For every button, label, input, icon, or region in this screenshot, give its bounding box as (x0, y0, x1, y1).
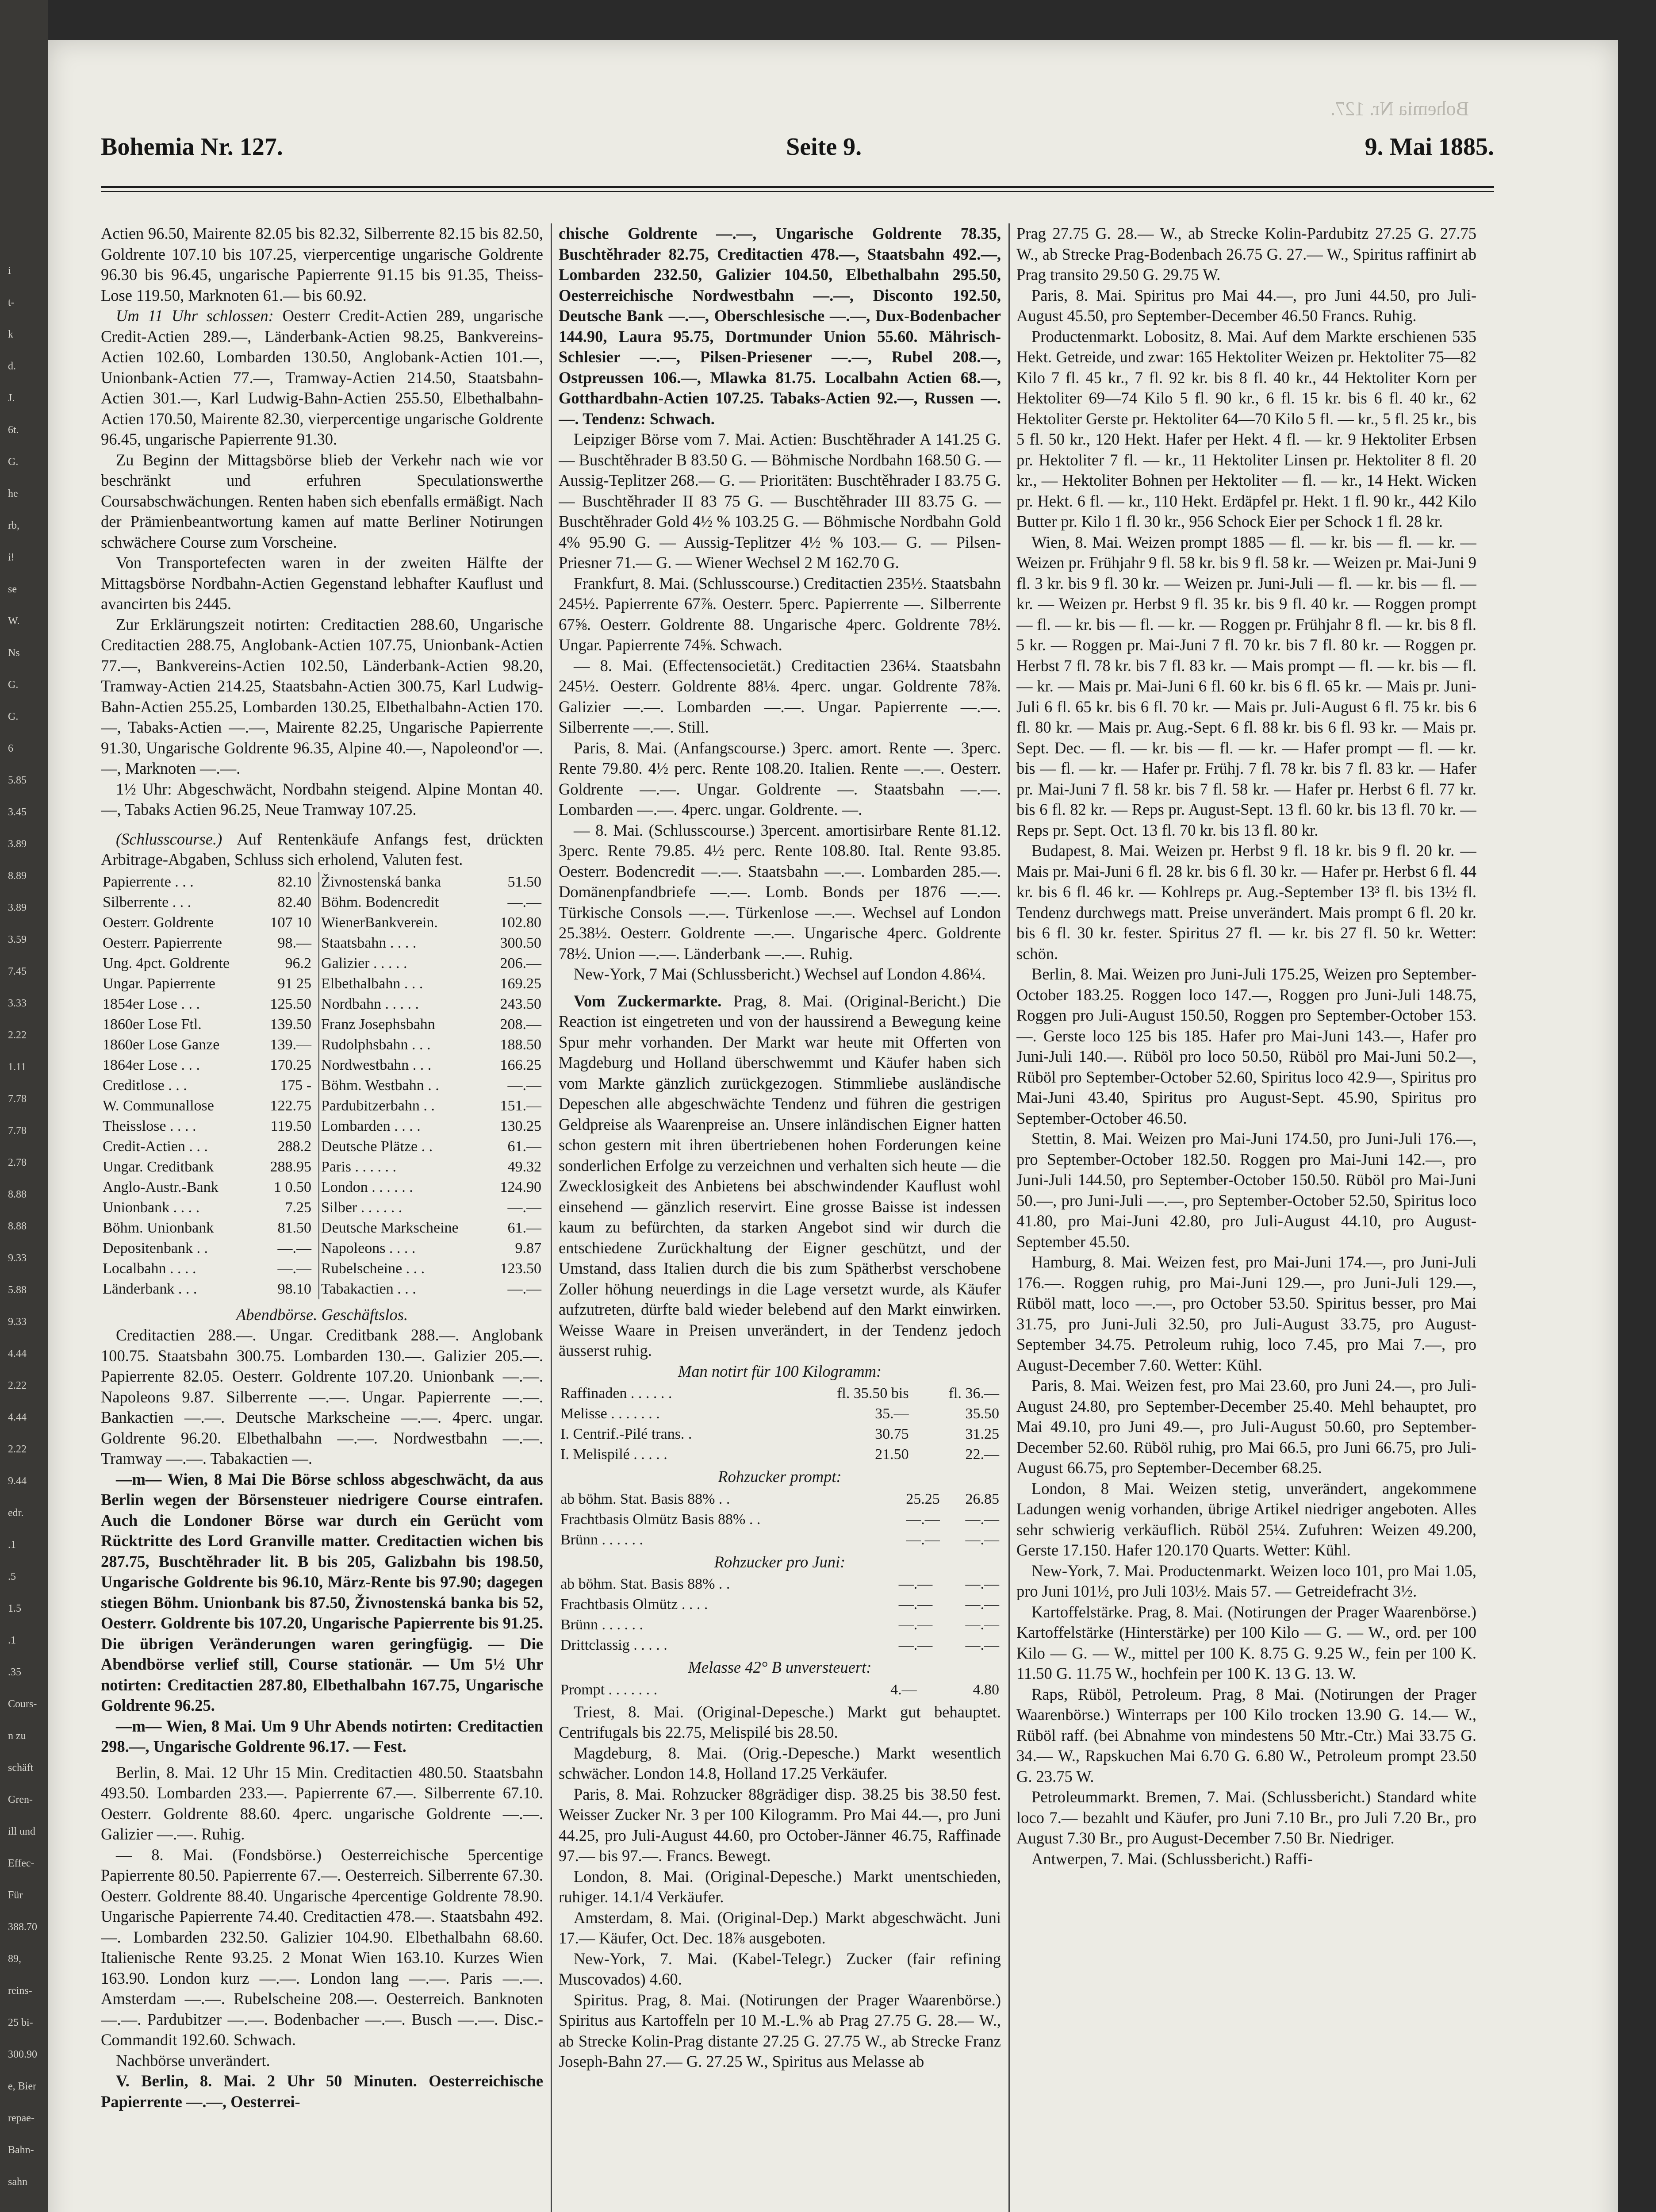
table-cell: 49.32 (507, 1158, 541, 1175)
scan-edge-fragment: k (8, 329, 13, 340)
article-paragraph: London, 8 Mai. Weizen stetig, unverändert, angekommene Ladungen wenig vorhanden, übrige Artikel niedriger angeboten. Alles sehr schwierig verkäuflich. Rüböl 25¼. Zufuhren: Weizen 49.200, Gerste 17.150. Hafer 120.170 Quarts. Wetter: Kühl. (1016, 1479, 1476, 1559)
table-cell: Galizier . . . . . (321, 955, 407, 972)
article-paragraph: Um 11 Uhr schlossen: Oesterr Credit-Actien 289, ungarische Credit-Actien 289.—, Länderbank-Actien 98.25, Bankvereins-Actien 102.60, Lombarden 130.50, Anglobank-Actien 101.—, Unionbank-Actien 77.—, Tramway-Actien 214.50, Staatsbahn-Actien 301.—, Karl Ludwig-Bahn-Actien 255.50, Elbethalbahn-Actien 170.50, Mairente 82.30, vierpercentige ungarische Goldrente 96.45, ungarische Papierrente 91.30. (101, 307, 543, 448)
table-cell: 4.80 (973, 1681, 999, 1698)
scan-edge-fragment: edr. (8, 1507, 24, 1519)
table-row (559, 1509, 1001, 1530)
article-paragraph: 1½ Uhr: Abgeschwächt, Nordbahn steigend. Alpine Montan 40.—, Tabaks Actien 96.25, Neue Tramway 107.25. (101, 780, 543, 818)
article-paragraph: Von Transportefecten waren in der zweiten Hälfte der Mittagsbörse Nordbahn-Actien Gegenstand lebhafter Kauflust und avancirten bis 2445. (101, 553, 543, 613)
table-cell: —.— (258, 1238, 319, 1259)
table-cell: 1860er Lose Ganze (103, 1036, 220, 1053)
table-cell: 151.— (500, 1097, 541, 1114)
scan-edge-fragment: d. (8, 361, 16, 372)
table-cell: 35.50 (965, 1406, 999, 1422)
column-divider (551, 223, 552, 2212)
scan-edge-fragment: .5 (8, 1571, 16, 1582)
table-cell: 102.80 (500, 914, 541, 931)
article-paragraph: Petroleummarkt. Bremen, 7. Mai. (Schlussbericht.) Standard white loco 7.— bezahlt und Käufer, pro Juni 7.10 Br., pro Juli 7.20 Br., pro August 7.30 Br., pro August-December 7.50 Br. Niedriger. (1016, 1788, 1476, 1847)
scan-edge-fragment: 9.33 (8, 1316, 27, 1328)
table-row (101, 892, 543, 913)
scan-edge-fragment: 1.5 (8, 1603, 21, 1614)
table-cell: Brünn . . . . . . (560, 1617, 643, 1633)
table-cell: Nordbahn . . . . . (321, 995, 419, 1012)
table-cell: 206.— (500, 955, 541, 972)
scan-edge-fragment: e, Bier (8, 2081, 36, 2092)
scan-edge-fragment: 9.33 (8, 1252, 27, 1264)
header-rule (101, 186, 1494, 188)
scan-edge-fragment: 388.70 (8, 1921, 37, 1933)
scan-edge-fragment: G. (8, 711, 19, 722)
lead-in: (Schlusscourse.) (116, 830, 222, 848)
scan-edge-fragment: G. (8, 679, 19, 691)
scan-edge-fragment: 8.89 (8, 870, 27, 882)
scan-edge-fragment: 5.88 (8, 1284, 27, 1296)
table-cell: 208.— (500, 1016, 541, 1033)
table-row (559, 1404, 1001, 1424)
table-cell: Localbahn . . . . (103, 1260, 196, 1277)
table-cell: —.— (898, 1576, 933, 1592)
scan-edge-fragment: 7.78 (8, 1125, 27, 1137)
table-cell: W. Communallose (103, 1097, 214, 1114)
table-heading: Melasse 42° B unversteuert: (688, 1658, 872, 1676)
scan-edge-fragment: Gren- (8, 1794, 33, 1805)
table-row (101, 953, 543, 974)
table-heading: Rohzucker pro Juni: (714, 1552, 846, 1571)
sugar-price-table (559, 1383, 1001, 1465)
table-row (101, 1238, 543, 1259)
table-row (101, 872, 543, 892)
table-cell: Rudolphsbahn . . . (321, 1036, 431, 1053)
article-paragraph: V. Berlin, 8. Mai. 2 Uhr 50 Minuten. Oesterreichische Papierrente —.—, Oesterrei- (101, 2072, 543, 2111)
column-divider (1008, 223, 1010, 2212)
scan-edge-fragment: schäft (8, 1762, 34, 1774)
table-cell: 21.50 (875, 1446, 909, 1463)
table-cell: —.— (965, 1617, 999, 1633)
table-cell: 170.25 (258, 1055, 319, 1075)
table-cell: Deutsche Markscheine (321, 1219, 459, 1236)
table-cell: Deutsche Plätze . . (321, 1138, 433, 1155)
scan-edge-fragment: 6 (8, 743, 13, 754)
table-cell: 98.— (258, 933, 319, 953)
table-cell: —.— (507, 894, 541, 910)
page-date: 9. Mai 1885. (1365, 133, 1494, 161)
table-cell: 288.95 (258, 1157, 319, 1177)
table-cell: 96.2 (258, 953, 319, 974)
article-paragraph: Creditactien 288.—. Ungar. Creditbank 288.—. Anglobank 100.75. Staatsbahn 300.75. Lombarden 130.—. Galizier 205.—. Papierrente 82.05. Oesterr. Goldrente 107.20. Unionbank —.—. Napoleons 9.87. Silberrente —.—. Ungar. Papierrente —.—. Bankactien —.—. Deutsche Markscheine —.—. 4perc. ungar. Goldrente 96.20. Elbethalbahn —.—. Nordwestbahn —.—. Tramway —.—. Tabakactien —. (101, 1326, 543, 1467)
scan-edge-fragment: 2.22 (8, 1444, 27, 1455)
table-cell: —.— (507, 1077, 541, 1094)
page-number: Seite 9. (786, 133, 862, 161)
table-cell: ab böhm. Stat. Basis 88% . . (560, 1576, 730, 1592)
table-cell: Silber . . . . . . (321, 1199, 402, 1216)
table-cell: I. Melispilé . . . . . (560, 1446, 667, 1463)
article-paragraph: — 8. Mai. (Effectensocietät.) Creditactien 236¼. Staatsbahn 245½. Oesterr. Goldrente 88⅛. 4perc. ungar. Goldrente 78⅞. Galizier —.—. Lombarden —.—. Ungar. Papierrente —.—. Silberrente —.—. Still. (559, 656, 1001, 736)
scan-edge-fragment: t- (8, 297, 15, 308)
table-cell: Elbethalbahn . . . (321, 975, 423, 992)
table-cell: Raffinaden . . . . . . (560, 1385, 672, 1402)
table-cell: Ung. 4pct. Goldrente (103, 955, 230, 972)
table-cell: I. Centrif.-Pilé trans. . (560, 1426, 692, 1442)
table-cell: Nordwestbahn . . . (321, 1056, 432, 1073)
article-paragraph: Productenmarkt. Lobositz, 8. Mai. Auf dem Markte erschienen 535 Hekt. Getreide, und zwar: 165 Hektoliter Weizen pr. Hektoliter 75—82 Kilo 7 fl. 45 kr., 7 fl. 92 kr. bis 8 fl. 40 kr., 44 Hektoliter Korn per Hektoliter 69—74 Kilo 5 fl. 90 kr., 6 fl. 15 kr. bis 6 fl. 40 kr., 62 Hektoliter Gerste pr. Hektoliter 64—70 Kilo 5 fl. — kr., 5 fl. 25 kr., bis 5 fl. 50 kr., 120 Hekt. Hafer per Hekt. 4 fl. — kr. 9 Hektoliter Erbsen pr. Hektoliter 7 fl. — kr., 11 Hektoliter Linsen pr. Hektoliter 8 fl. 20 kr., — Hektoliter Bohnen per Hektoliter — fl. — kr., 14 Hekt. Wicken pr. Hekt. 6 fl. — kr., 110 Hekt. Erdäpfel pr. Hekt. 1 fl. 90 kr., 442 Kilo Butter pr. Kilo 1 fl. 30 kr., 956 Schock Eier per Schock 1 fl. 28 kr. (1016, 327, 1476, 530)
scan-edge-fragment: n zu (8, 1730, 26, 1742)
scan-edge-fragment: 2.22 (8, 1029, 27, 1041)
closing-price-table (101, 872, 543, 1299)
scan-edge-fragment: he (8, 488, 18, 499)
table-cell: 1854er Lose . . . (103, 995, 200, 1012)
scan-edge-fragment: Ns (8, 647, 20, 659)
table-row (101, 1218, 543, 1238)
table-row (559, 1424, 1001, 1444)
table-cell: 81.50 (258, 1218, 319, 1238)
table-cell: Ungar. Papierrente (103, 975, 215, 992)
table-row (559, 1383, 1001, 1404)
scan-edge-fragment: 3.45 (8, 806, 27, 818)
table-cell: Credit-Actien . . . (103, 1138, 208, 1155)
scan-edge-fragment: 4.44 (8, 1348, 27, 1359)
table-cell: Anglo-Austr.-Bank (103, 1179, 218, 1195)
header-rule-thin (101, 191, 1494, 192)
table-cell: 169.25 (500, 975, 541, 992)
table-cell: Napoleons . . . . (321, 1240, 416, 1256)
table-cell: Paris . . . . . . (321, 1158, 397, 1175)
scan-edge-fragment: 300.90 (8, 2049, 37, 2060)
scan-edge-fragment: rb, (8, 520, 19, 531)
scan-edge-fragment: 2.78 (8, 1157, 27, 1168)
column-1 (101, 223, 543, 2212)
article-paragraph: New-York, 7. Mai. Productenmarkt. Weizen loco 101, pro Mai 1.05, pro Juni 101½, pro Juli 103½. Mais 57. — Getreidefracht 3½. (1016, 1561, 1476, 1600)
scan-edge-fragment: 8.88 (8, 1221, 27, 1232)
table-cell: Papierrente . . . (103, 873, 194, 890)
table-cell: Theisslose . . . . (103, 1118, 196, 1134)
table-cell: Tabakactien . . . (321, 1280, 416, 1297)
scan-edge-fragment: Bahn- (8, 2144, 34, 2156)
table-cell: 22.— (965, 1446, 999, 1463)
table-row (559, 1680, 1001, 1700)
article-paragraph: Paris, 8. Mai. Spiritus pro Mai 44.—, pro Juni 44.50, pro Juli-August 45.50, pro September-December 46.50 Francs. Ruhig. (1016, 286, 1476, 325)
scan-edge-fragment: Cours- (8, 1698, 37, 1710)
table-row (101, 1198, 543, 1218)
scan-edge-fragment: ill und (8, 1826, 36, 1837)
table-cell: 1 0.50 (258, 1177, 319, 1198)
scan-edge-fragment: .1 (8, 1635, 16, 1646)
article-paragraph: Magdeburg, 8. Mai. (Orig.-Depesche.) Markt wesentlich schwächer. London 14.8, Holland 17.25 Verkäufer. (559, 1743, 1001, 1782)
table-cell: 1864er Lose . . . (103, 1056, 200, 1073)
table-row (559, 1444, 1001, 1465)
table-cell: —.— (898, 1617, 933, 1633)
article-paragraph: Leipziger Börse vom 7. Mai. Actien: Buschtěhrader A 141.25 G. — Buschtěhrader B 83.50 G. — Böhmische Nordbahn 168.50 G. — Aussig-Teplitzer 268.— G. — Prioritäten: Buschtěhrader I 83.75 G. — Buschtěhrader II 83 75 G. — Buschtěhrader III 83.75 G. — Buschtěhrader Gold 4½ % 103.25 G. — Böhmische Nordbahn Gold 4% 95.90 G. — Aussig-Teplitzer 4½ % 103.— G. — Pilsen-Priesner 71.— G. — Wiener Wechsel 2 M 162.70 G. (559, 430, 1001, 572)
table-row (101, 1096, 543, 1116)
table-cell: —.— (965, 1596, 999, 1613)
table-cell: 61.— (507, 1138, 541, 1155)
scan-edge-fragment: 6t. (8, 424, 19, 436)
article-paragraph: Berlin, 8. Mai. 12 Uhr 15 Min. Creditactien 480.50. Staatsbahn 493.50. Lombarden 233.—. Papierrente 67.—. Silberrente 67.10. Oesterr. Goldrente 88.60. 4perc. ungarische Goldrente —.—. Galizier —.—. Ruhig. (101, 1763, 543, 1843)
table-cell: 188.50 (500, 1036, 541, 1053)
table-cell: 51.50 (507, 873, 541, 890)
article-paragraph: Stettin, 8. Mai. Weizen pro Mai-Juni 174.50, pro Juni-Juli 176.—, pro September-October 182.50. Roggen pro Mai-Juni 142.—, pro Juni-Juli 144.50, pro September-October 150.50. Rüböl pro Mai-Juni 50.—, pro Juni-Juli —.—, pro September-October 52.50, Spiritus loco 41.80, pro Mai-Juni 42.80, pro Juli-August 44.10, pro August-September 45.50. (1016, 1129, 1476, 1251)
scan-edge-fragment: 25 bi- (8, 2017, 33, 2028)
scan-edge-fragment: 7.78 (8, 1093, 27, 1105)
article-paragraph: Paris, 8. Mai. (Anfangscourse.) 3perc. amort. Rente —. 3perc. Rente 79.80. 4½ perc. Rente 108.20. Italien. Rente —.—. Oesterr. Goldrente —.—. Ungar. Goldrente —. Staatsbahn —.—. Lombarden —.—. 4perc. ungar. Goldrente. —. (559, 738, 1001, 818)
table-heading: Man notirt für 100 Kilogramm: (678, 1362, 882, 1380)
table-cell: 7.25 (258, 1198, 319, 1218)
article-paragraph: Kartoffelstärke. Prag, 8. Mai. (Notirungen der Prager Waarenbörse.) Kartoffelstärke (Hinterstärke) per 100 Kilo — G. — W., ord. per 100 Kilo — G. — W., mittel per 100 K. 8.75 G. 9.25 W., fein per 100 K. 11.50 G. 11.75 W., hochfein per 100 K. 13 G. 13. W. (1016, 1602, 1476, 1682)
table-cell: Böhm. Unionbank (103, 1219, 214, 1236)
table-row (559, 1594, 1001, 1615)
article-paragraph: Triest, 8. Mai. (Original-Depesche.) Markt gut behauptet. Centrifugals bis 22.75, Melispilé bis 28.50. (559, 1702, 1001, 1741)
table-cell: —.— (906, 1531, 940, 1548)
table-cell: —.— (258, 1259, 319, 1279)
table-cell: Živnostenská banka (321, 873, 441, 890)
scan-edge-fragment: Effec- (8, 1858, 34, 1869)
table-cell: 175 - (258, 1075, 319, 1096)
table-row (559, 1635, 1001, 1655)
table-cell: —.— (965, 1531, 999, 1548)
table-cell: 288.2 (258, 1137, 319, 1157)
table-cell: Oesterr. Goldrente (103, 914, 214, 931)
table-cell: 123.50 (500, 1260, 541, 1277)
article-paragraph: Raps, Rüböl, Petroleum. Prag, 8 Mai. (Notirungen der Prager Waarenbörse.) Winterraps per 100 Kilo trocken 13.90 G. 14.— W., Rüböl raff. (bei Abnahme von mindestens 50 Mtr.-Ctr.) Mai 33.75 G. 34.— W., Rapskuchen Mai 6.70 G. 6.80 W., Petroleum prompt 23.50 G. 23.75 W. (1016, 1685, 1476, 1786)
table-cell: 26.85 (965, 1490, 999, 1507)
scan-edge-fragment: i (8, 265, 11, 276)
table-cell: —.— (965, 1637, 999, 1653)
article-paragraph: New-York, 7. Mai. (Kabel-Telegr.) Zucker (fair refining Muscovados) 4.60. (559, 1949, 1001, 1988)
article-paragraph: — 8. Mai. (Schlusscourse.) 3percent. amortisirbare Rente 81.12. 3perc. Rente 79.85. 4½ perc. Rente 108.80. Ital. Rente 93.85. Oesterr. Bodencredit —.—. Staatsbahn —.—. Lombarden 285.—. Domänenpfandbriefe —.—. Lomb. Bonds per 1876 —.—. Türkische Consols —.—. Türkenlose —.—. Wechsel auf London 25.38½. Oesterr. Goldrente —.—. Ungarische 4perc. Goldrente 78½. Union —.—. Länderbank —.—. Ruhig. (559, 821, 1001, 963)
section-heading: Abendbörse. Geschäftslos. (236, 1305, 408, 1324)
table-cell: 30.75 (875, 1426, 909, 1442)
article-paragraph: Hamburg, 8. Mai. Weizen fest, pro Mai-Juni 174.—, pro Juni-Juli 176.—. Roggen ruhig, pro Mai-Juni 129.—, pro Juni-Juli 129.—, Rüböl matt, loco —.—, pro October 53.50. Spiritus besser, pro Mai 31.75, pro Juni-Juli 32.50, pro Juli-August 33.75, pro August-September 34.75. Petroleum ruhig, loco 7.45, pro Mai 7.—, pro August-December 7.60. Wetter: Kühl. (1016, 1253, 1476, 1374)
table-cell: —.— (965, 1511, 999, 1528)
table-cell: fl. 35.50 bis (837, 1385, 909, 1402)
table-heading: Rohzucker prompt: (718, 1467, 842, 1486)
table-row (559, 1615, 1001, 1635)
table-cell: WienerBankverein. (321, 914, 438, 931)
scan-edge-fragment: 4.44 (8, 1412, 27, 1423)
scan-edge-fragment: 2.22 (8, 1380, 27, 1391)
article-paragraph: (Schlusscourse.) Auf Rentenkäufe Anfangs fest, drückten Arbitrage-Abgaben, Schluss sich erholend, Valuten fest. (101, 830, 543, 868)
scan-edge-fragment: reins- (8, 1985, 32, 1997)
table-cell: 139.50 (258, 1014, 319, 1035)
table-cell: Franz Josephsbahn (321, 1016, 435, 1033)
table-cell: Lombarden . . . . (321, 1118, 421, 1134)
table-row (101, 913, 543, 933)
table-cell: 98.10 (258, 1279, 319, 1299)
article-paragraph: Budapest, 8. Mai. Weizen pr. Herbst 9 fl. 18 kr. bis 9 fl. 20 kr. — Mais pr. Mai-Juni 6 fl. 28 kr. bis 6 fl. 30 kr. — Hafer pr. Herbst 6 fl. 44 kr. bis 6 fl. 46 kr. — Kohlreps pr. Aug.-September 13³ fl. bis 13½ fl. Tendenz durchwegs matt. Preise unverändert. Mais prompt 6 fl. 20 kr. bis 6 fl. 30 kr. fester. Spiritus 27 fl. — kr. bis 27 fl. 50 kr. Wetter: schön. (1016, 841, 1476, 963)
table-row (101, 994, 543, 1014)
scan-edge-fragment: sahn (8, 2176, 27, 2188)
article-paragraph: Spiritus. Prag, 8. Mai. (Notirungen der Prager Waarenbörse.) Spiritus aus Kartoffeln per 10 M.-L.% ab Prag 27.75 G. 28.— W., ab Strecke Kolin-Prag distante 27.25 G. 27.75 W., ab Strecke Franz Joseph-Bahn 27.— G. 27.25 W., Spiritus aus Melasse ab (559, 1990, 1001, 2070)
scan-edge-fragment: 9.44 (8, 1475, 27, 1487)
scan-edge-fragment: J. (8, 392, 15, 404)
scan-edge-fragment: 3.89 (8, 838, 27, 850)
lead-in: Um 11 Uhr schlossen: (116, 307, 274, 325)
table-cell: 122.75 (258, 1096, 319, 1116)
table-cell: 31.25 (965, 1426, 999, 1442)
table-cell: London . . . . . . (321, 1179, 413, 1195)
table-cell: Frachtbasis Olmütz Basis 88% . . (560, 1511, 761, 1528)
table-cell: Böhm. Westbahn . . (321, 1077, 439, 1094)
scan-edge-fragment: 3.89 (8, 902, 27, 914)
table-cell: Böhm. Bodencredit (321, 894, 439, 910)
scan-edge-fragment: .35 (8, 1667, 21, 1678)
table-cell: Unionbank . . . . (103, 1199, 200, 1216)
article-paragraph: Prag 27.75 G. 28.— W., ab Strecke Kolin-Pardubitz 27.25 G. 27.75 W., ab Strecke Prag-Bodenbach 26.75 G. 27.— W., Spiritus raffinirt ab Prag transito 29.50 G. 29.75 W. (1016, 224, 1476, 284)
table-cell: —.— (965, 1576, 999, 1592)
table-cell: Brünn . . . . . . (560, 1531, 643, 1548)
page-publication: Bohemia Nr. 127. (101, 133, 283, 161)
article-paragraph: Wien, 8. Mai. Weizen prompt 1885 — fl. — kr. bis — fl. — kr. — Weizen pr. Frühjahr 9 fl. 58 kr. bis 9 fl. 58 kr. — Weizen pr. Mai-Juni 9 fl. 3 kr. bis 9 fl. 30 kr. — Weizen pr. Juni-Juli — fl. — kr. bis — fl. — kr. — Weizen pr. Herbst 9 fl. 35 kr. bis 9 fl. 40 kr. — Roggen prompt — fl. — kr. bis — fl. — kr. — Roggen pr. Frühjahr 8 fl. — kr. bis 8 fl. 5 kr. — Roggen pr. Mai-Juni 7 fl. 70 kr. bis 7 fl. 80 kr. — Roggen pr. Herbst 7 fl. 78 kr. bis 7 fl. 83 kr. — Mais prompt — fl. — kr. bis — fl. — kr. — Mais pr. Mai-Juni 6 fl. 60 kr. bis 6 fl. 65 kr. — Mais pr. Juni-Juli 6 fl. 65 kr. bis 6 fl. 70 kr. — Mais pr. Juli-August 6 fl. 75 kr. bis 6 fl. 80 kr. — Mais pr. Aug.-Sept. 6 fl. 88 kr. bis 6 fl. 93 kr. — Mais pr. Sept. Dec. — fl. — kr. bis — fl. — kr. — Hafer prompt — fl. — kr. bis — fl. — kr. — Hafer pr. Frühj. 7 fl. 78 kr. bis 7 fl. 83 kr. — Hafer pr. Mai-Juni 7 fl. 58 kr. bis 7 fl. 58 kr. — Hafer pr. Herbst 6 fl. 77 kr. bis 6 fl. 82 kr. — Reps pr. August-Sept. 13 fl. 60 kr. bis 13 fl. 70 kr. — Reps pr. Sept. Oct. 13 fl. 70 kr. bis 13 fl. 80 kr. (1016, 533, 1476, 839)
table-cell: Oesterr. Papierrente (103, 934, 222, 951)
article-paragraph: Frankfurt, 8. Mai. (Schlusscourse.) Creditactien 235½. Staatsbahn 245½. Papierrente 67⅞. Oesterr. 5perc. Papierrente —. Silberrente 67⅝. Oesterr. Goldrente 88. Ungarische 4perc. Goldrente 78½. Ungar. Papierrente 74⅝. Schwach. (559, 574, 1001, 654)
table-row (101, 1116, 543, 1137)
table-cell: 1860er Lose Ftl. (103, 1016, 202, 1033)
scan-edge-fragment: 3.33 (8, 998, 27, 1009)
table-cell: —.— (898, 1637, 933, 1653)
article-paragraph: — 8. Mai. (Fondsbörse.) Oesterreichische 5percentige Papierrente 80.50. Papierrente 67.—. Oesterreich. Silberrente 67.30. Oesterr. Goldrente 88.40. Ungarische 4percentige Goldrente 78.90. Ungarische Papierrente 74.40. Creditactien 478.—. Staatsbahn 492.—. Lombarden 232.50. Galizier 104.90. Elbethalbahn 68.60. Italienische Rente 93.25. 2 Monat Wien 163.10. Kurzes Wien 163.90. London kurz —.—. London lang —.—. Paris —.—. Amsterdam —.—. Rubelscheine 208.—. Oesterreich. Banknoten —.—. Pardubitzer —.—. Bodenbacher —.—. Busch —.—. Disc.-Commandit 192.60. Schwach. (101, 1845, 543, 2049)
table-cell: Rubelscheine . . . (321, 1260, 425, 1277)
raw-sugar-june-table (559, 1574, 1001, 1655)
table-cell: 9.87 (515, 1240, 541, 1256)
table-cell: 119.50 (258, 1116, 319, 1137)
table-cell: 61.— (507, 1219, 541, 1236)
column-3 (1016, 223, 1476, 2212)
article-paragraph: Paris, 8. Mai. Weizen fest, pro Mai 23.60, pro Juni 24.—, pro Juli-August 24.80, pro September-December 25.40. Mehl behauptet, pro Mai 49.10, pro Juni 49.—, pro Juli-August 50.60, pro September-December 52.60. Rüböl ruhig, pro Mai 66.5, pro Juni 66.75, pro Juli-August 66.75, pro September-December 68.25. (1016, 1376, 1476, 1477)
table-row (101, 974, 543, 994)
scan-left-edge (0, 0, 48, 2212)
article-paragraph: Zu Beginn der Mittagsbörse blieb der Verkehr nach wie vor beschränkt und erfuhren Speculationswerthe Coursabschwächungen. Renten haben sich ebenfalls ermäßigt. Nach der Prämienbeantwortung kamen auf matte Berliner Notirungen schwächere Course zum Vorscheine. (101, 450, 543, 551)
scan-edge-fragment: 1.11 (8, 1061, 27, 1073)
table-cell: ab böhm. Stat. Basis 88% . . (560, 1490, 730, 1507)
table-cell: Creditlose . . . (103, 1077, 187, 1094)
table-cell: 25.25 (906, 1490, 940, 1507)
table-cell: 166.25 (500, 1056, 541, 1073)
table-cell: 107 10 (258, 913, 319, 933)
table-row (101, 933, 543, 953)
table-cell: Ungar. Creditbank (103, 1158, 214, 1175)
table-row (559, 1489, 1001, 1509)
scan-edge-fragment: i! (8, 552, 15, 563)
scan-edge-fragment: repae- (8, 2112, 34, 2124)
article-paragraph: Vom Zuckermarkte. Prag, 8. Mai. (Original-Bericht.) Die Reaction ist eingetreten und von der haussirend a Bewegung keine Spur mehr vorhanden. Der Markt war heute mit Offerten von Magdeburg und Holland überschwemmt und Käufer haben sich vom Markte gänzlich zurückgezogen. Stimmliebe ausländische Depeschen alle abgeschwächte Tendenz und führen die gestrigen Geldpreise als Waarenpreise an. Unsere inländischen Eigner hatten schon gestern mit ihren übertriebenen hohen Forderungen keine sonderlichen Erfolge zu verzeichnen und verhalten sich heute — die Zwecklosigkeit des Anbietens bei abschwindender Kauflust wohl einsehend — gänzlich reservirt. Eine grosse Baisse ist indessen kaum zu befürchten, da starken Angebot sind wir durch die entschiedene Zurückhaltung der Eigner geschützt, und der Umstand, dass Italien durch die bis zum Spätherbst verschobene Zoller höhung neuerdings in die Lage versetzt wurde, als Käufer aufzutreten, dürfte bald wieder belebend auf den Markt einwirken. Weisse Waare in Preisen unverändert, in der Tendenz jedoch äusserst ruhig. (559, 991, 1001, 1359)
table-cell: 300.50 (500, 934, 541, 951)
table-row (559, 1530, 1001, 1550)
article-paragraph: Berlin, 8. Mai. Weizen pro Juni-Juli 175.25, Weizen pro September-October 183.25. Roggen loco 147.—, Roggen pro Juni-Juli 148.75, Roggen pro Juli-August 150.50, Roggen pro September-October 153.—. Gerste loco 125 bis 185. Hafer pro Mai-Juni 143.—, Hafer pro Juni-Juli 140.—. Rüböl pro loco 50.50, Rüböl pro Mai-Juni 50.2—, Rüböl pro September-October 52.60, Spiritus loco 42.9—, Spiritus pro Mai-Juni 43.40, Spiritus pro August-Sept. 45.90, Spiritus pro September-October 46.50. (1016, 965, 1476, 1127)
scan-edge-fragment: 8.88 (8, 1189, 27, 1200)
table-cell: 125.50 (258, 994, 319, 1014)
article-paragraph: Zur Erklärungszeit notirten: Creditactien 288.60, Ungarische Creditactien 288.75, Anglobank-Actien 107.75, Unionbank-Actien 77.—, Bankvereins-Actien 102.50, Länderbank-Actien 98.20, Tramway-Actien 214.25, Staatsbahn-Actien 300.75, Karl Ludwig-Bahn-Actien 255.25, Lombarden 130.25, Elbethalbahn-Actien 170.—, Tabaks-Actien —.—, Mairente 82.25, Ungarische Papierrente 91.30, Ungarische Goldrente 96.35, Alpine 40.—, Napoleond'or —.—, Marknoten —.—. (101, 615, 543, 777)
raw-sugar-table (559, 1489, 1001, 1550)
bleed-through-text: Bohemia Nr. 127. (1330, 98, 1469, 119)
scan-edge-fragment: 7.45 (8, 966, 27, 977)
table-cell: 35.— (875, 1406, 909, 1422)
table-row (559, 1574, 1001, 1594)
newspaper-page (48, 40, 1618, 2212)
table-cell: 82.10 (258, 872, 319, 892)
scan-edge-fragment: 89, (8, 1953, 21, 1965)
scan-edge-fragment: 5.85 (8, 775, 27, 786)
table-cell: 243.50 (500, 995, 541, 1012)
table-cell: Länderbank . . . (103, 1280, 197, 1297)
scan-edge-fragment: .1 (8, 1539, 16, 1551)
table-row (101, 1035, 543, 1055)
table-row (101, 1259, 543, 1279)
table-row (101, 1075, 543, 1096)
scan-edge-fragment: G. (8, 456, 19, 468)
article-paragraph: Actien 96.50, Mairente 82.05 bis 82.32, Silberrente 82.15 bis 82.50, Goldrente 107.10 bis 107.25, vierpercentige ungarische Goldrente 96.30 bis 96.45, ungarische Papierrente 91.15 bis 91.35, Theiss-Lose 119.50, Marknoten 61.— bis 60.92. (101, 224, 543, 304)
article-paragraph: Antwerpen, 7. Mai. (Schlussbericht.) Raffi- (1031, 1849, 1313, 1868)
table-cell: 130.25 (500, 1118, 541, 1134)
table-cell: —.— (507, 1280, 541, 1297)
article-paragraph: chische Goldrente —.—, Ungarische Goldrente 78.35, Buschtěhrader 82.75, Creditactien 478.—, Staatsbahn 492.—, Lombarden 232.50, Galizier 104.50, Elbethalbahn 295.50, Oesterreichische Nordwestbahn —.—, Disconto 192.50, Deutsche Bank —.—, Oberschlesische —.—, Dux-Bodenbacher 144.90, Laura 95.75, Dortmunder Union 55.60. Mährisch-Schlesier —.—, Pilsen-Priesener —.—, Rubel 208.—, Ostpreussen 106.—, Mlawka 81.75. Localbahn Actien 68.—, Gotthardbahn-Actien 107.25. Tabaks-Actien 92.—, Russen —.—. Tendenz: Schwach. (559, 224, 1001, 428)
table-cell: 91 25 (258, 974, 319, 994)
table-row (101, 1055, 543, 1075)
section-heading: Vom Zuckermarkte. (574, 991, 722, 1010)
scan-edge-fragment: 3.59 (8, 934, 27, 945)
article-paragraph: —m— Wien, 8 Mai Die Börse schloss abgeschwächt, da aus Berlin wegen der Börsensteuer niedrigere Course eintrafen. Auch die Londoner Börse war durch ein Gerücht vom Rücktritte des Lord Granville matter. Creditactien wichen bis 287.75, Buschtěhrader lit. B bis 205, Galizbahn bis 198.50, Ungarische Goldrente bis 96.10, März-Rente bis 97.90; dagegen stiegen Böhm. Unionbank bis 87.50, Živnostenská banka bis 52, Oesterr. Goldrente bis 107.20, Ungarische Papierrente bis 91.25. Die übrigen Veränderungen waren geringfügig. — Die Abendbörse verlief still, Course stationär. — Um 5½ Uhr notirten: Creditactien 287.80, Elbethalbahn 167.75, Ungarische Goldrente 96.25. (101, 1470, 543, 1714)
table-cell: 4.— (890, 1681, 917, 1698)
table-row (101, 1279, 543, 1299)
article-paragraph: Amsterdam, 8. Mai. (Original-Dep.) Markt abgeschwächt. Juni 17.— Käufer, Oct. Dec. 18⅞ ausgeboten. (559, 1908, 1001, 1947)
article-paragraph: —m— Wien, 8 Mai. Um 9 Uhr Abends notirten: Creditactien 298.—, Ungarische Goldrente 96.17. — Fest. (101, 1717, 543, 1755)
article-paragraph: Nachbörse unverändert. (116, 2051, 270, 2070)
table-cell: —.— (906, 1511, 940, 1528)
table-cell: Staatsbahn . . . . (321, 934, 417, 951)
table-cell: Melisse . . . . . . . (560, 1406, 660, 1422)
scan-edge-fragment: W. (8, 615, 20, 627)
table-row (101, 1014, 543, 1035)
article-paragraph: Paris, 8. Mai. Rohzucker 88grädiger disp. 38.25 bis 38.50 fest. Weisser Zucker Nr. 3 per 100 Kilogramm. Pro Mai 44.—, pro Juni 44.25, pro Juli-August 44.60, pro October-Jänner 46.75, Raffinade 97.— bis 97.—. Francs. Bewegt. (559, 1785, 1001, 1865)
running-head (101, 133, 1494, 177)
table-cell: Pardubitzerbahn . . (321, 1097, 435, 1114)
table-cell: —.— (507, 1199, 541, 1216)
table-cell: Frachtbasis Olmütz . . . . (560, 1596, 708, 1613)
table-cell: Depositenbank . . (103, 1240, 208, 1256)
scan-edge-fragment: Für (8, 1889, 23, 1901)
table-cell: fl. 36.— (948, 1385, 999, 1402)
table-cell: Drittclassig . . . . . (560, 1637, 667, 1653)
article-paragraph: New-York, 7 Mai (Schlussbericht.) Wechsel auf London 4.86¼. (574, 965, 986, 983)
table-cell: 124.90 (500, 1179, 541, 1195)
table-row (101, 1137, 543, 1157)
table-cell: Silberrente . . . (103, 894, 192, 910)
table-cell: Prompt . . . . . . . (560, 1681, 658, 1698)
table-cell: 82.40 (258, 892, 319, 913)
table-row (101, 1177, 543, 1198)
table-cell: 139.— (258, 1035, 319, 1055)
table-row (101, 1157, 543, 1177)
article-paragraph: London, 8. Mai. (Original-Depesche.) Markt unentschieden, ruhiger. 14.1/4 Verkäufer. (559, 1867, 1001, 1906)
table-cell: —.— (898, 1596, 933, 1613)
scan-edge-fragment: se (8, 584, 17, 595)
column-2 (559, 223, 1001, 2212)
molasses-table (559, 1680, 1001, 1700)
